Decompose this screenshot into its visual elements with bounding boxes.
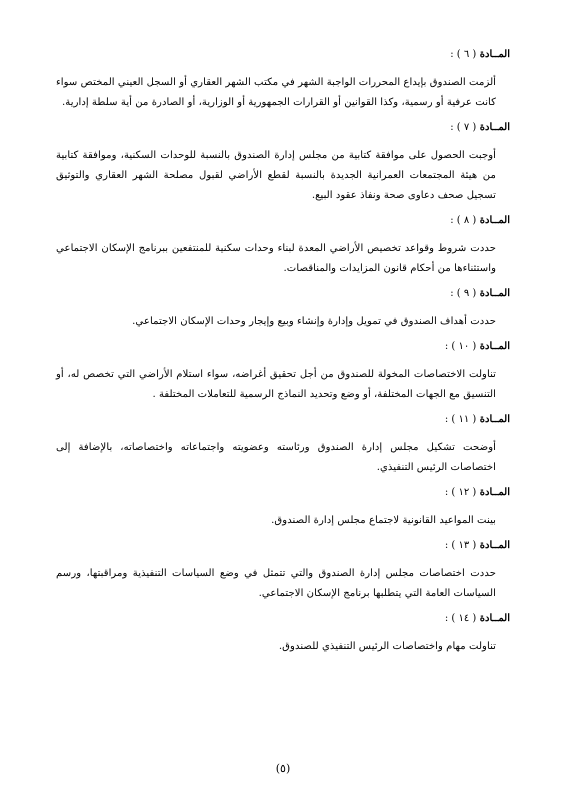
article-text: بينت المواعيد القانونية لاجتماع مجلس إدارة الصندوق.	[271, 515, 496, 526]
article-text: ألزمت الصندوق بإيداع المحررات الواجبة الشهر في مكتب الشهر العقاري أو السجل العيني المختص سواء كانت عرفية أو رسمية، وكذا القوانين أو القرارات الجمهورية أو الوزارية، أو الصادرة من أية سلطة إدارية.	[56, 77, 496, 108]
article-heading: المــادة ( ١٣ ) :	[444, 540, 510, 551]
article-text: حددت اختصاصات مجلس إدارة الصندوق والتي تتمثل في وضع السياسات التنفيذية ومراقبتها، ورسم السياسات العامة التي يتطلبها برنامج الإسكان الاجتماعي.	[56, 568, 496, 599]
article-text: حددت شروط وقواعد تخصيص الأراضي المعدة لبناء وحدات سكنية للمنتفعين ببرنامج الإسكان الاجتماعي واستثناءها من أحكام قانون المزايدات والمناقصات.	[56, 243, 496, 274]
article-6	[56, 48, 510, 113]
page-number: (٥)	[275, 762, 291, 775]
article-text: تناولت مهام واختصاصات الرئيس التنفيذي للصندوق.	[278, 641, 496, 652]
article-10	[56, 340, 510, 405]
article-text: تناولت الاختصاصات المخولة للصندوق من أجل تحقيق أغراضه، سواء استلام الأراضي التي تخصص له، أو التنسيق مع الجهات المختلفة، أو وضع وتحديد النماذج الرسمية للتعاملات المختلفة .	[56, 369, 496, 400]
article-text: حددت أهداف الصندوق في تمويل وإدارة وإنشاء وبيع وإيجار وحدات الإسكان الاجتماعي.	[132, 316, 496, 327]
article-11	[56, 413, 510, 478]
article-heading: المــادة ( ٨ ) :	[450, 215, 510, 226]
article-heading: المــادة ( ٧ ) :	[450, 122, 510, 133]
document-page	[56, 48, 510, 657]
article-heading: المــادة ( ١١ ) :	[444, 414, 510, 425]
article-8	[56, 214, 510, 279]
article-7	[56, 121, 510, 206]
article-heading: المــادة ( ٦ ) :	[450, 49, 510, 60]
article-text: أوجبت الحصول على موافقة كتابية من مجلس إدارة الصندوق بالنسبة للوحدات السكنية، وموافقة كتابية من هيئة المجتمعات العمرانية الجديدة بالنسبة لقطع الأراضي لقبول مصلحة الشهر العقاري والتوثيق تسجيل صحف دعاوى صحة ونفاذ عقود البيع.	[56, 150, 496, 201]
article-9	[56, 287, 510, 332]
article-heading: المــادة ( ١٠ ) :	[444, 341, 510, 352]
article-text: أوضحت تشكيل مجلس إدارة الصندوق ورئاسته وعضويته واجتماعاته واختصاصاته، بالإضافة إلى اختصاصات الرئيس التنفيذي.	[56, 442, 496, 473]
article-14	[56, 612, 510, 657]
article-heading: المــادة ( ١٤ ) :	[444, 613, 510, 624]
article-heading: المــادة ( ٩ ) :	[450, 288, 510, 299]
article-heading: المــادة ( ١٢ ) :	[444, 487, 510, 498]
article-13	[56, 539, 510, 604]
article-12	[56, 486, 510, 531]
